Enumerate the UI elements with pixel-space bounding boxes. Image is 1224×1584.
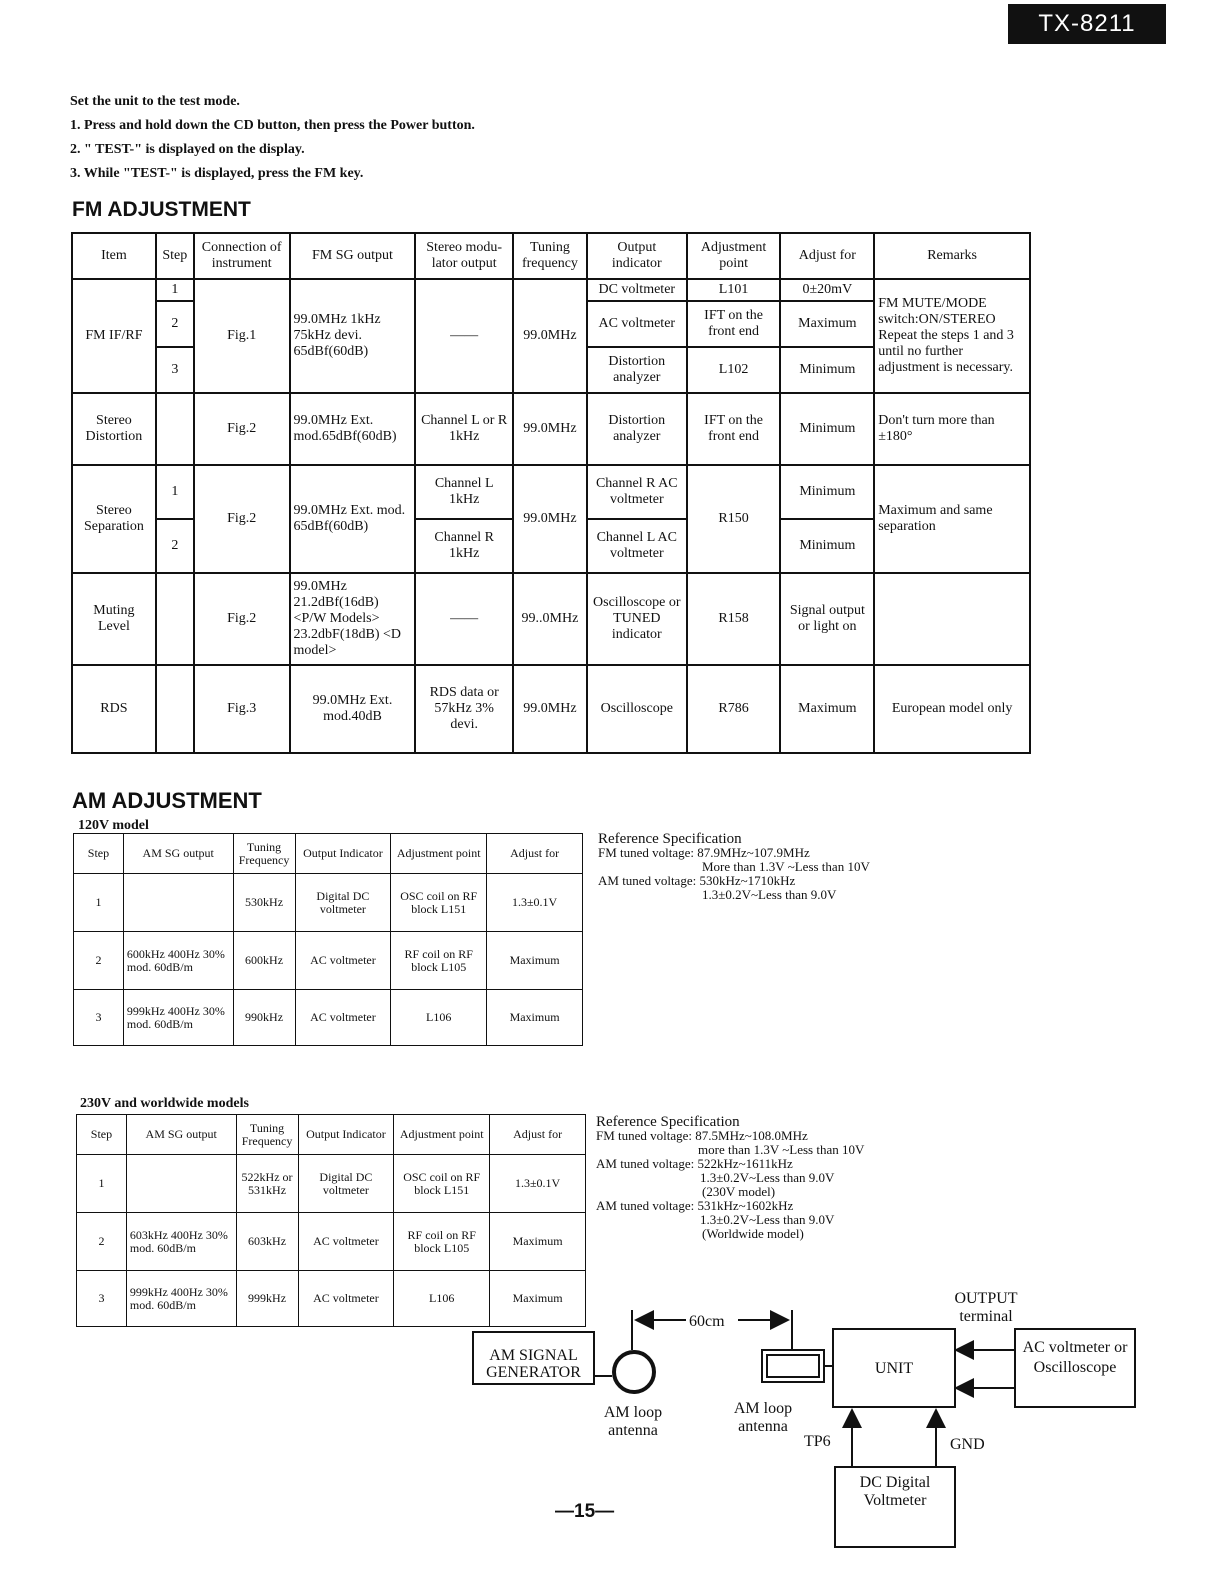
fm-separation-remarks: Maximum and same separation — [874, 465, 1030, 573]
fm-rds-tuning: 99.0MHz — [513, 665, 587, 753]
fm-separation-step: 1 — [156, 465, 194, 519]
fm-muting-point: R158 — [687, 573, 781, 665]
fm-ifrf-point: IFT on the front end — [687, 301, 781, 347]
am-step: 3 — [77, 1271, 127, 1327]
fm-ifrf-item: FM IF/RF — [72, 279, 156, 393]
ref-line: 1.3±0.2V~Less than 9.0V — [700, 1212, 835, 1227]
dc-voltmeter-box: DC Digital Voltmeter — [834, 1466, 956, 1548]
instruction-intro: Set the unit to the test mode. — [70, 94, 240, 109]
tp6-label: TP6 — [804, 1433, 831, 1450]
fm-muting-sg: 99.0MHz 21.2dBf(16dB) <P/W Models> 23.2dbF(18dB) <D model> — [290, 573, 416, 665]
fm-distortion-connection: Fig.2 — [194, 393, 290, 465]
page-number: —15— — [555, 1501, 615, 1522]
am-tuning: 999kHz — [236, 1271, 298, 1327]
instruction-step-3: 3. While "TEST-" is displayed, press the FM key. — [70, 166, 364, 181]
fm-ifrf-modulator: —— — [415, 279, 513, 393]
fm-rds-sg: 99.0MHz Ext. mod.40dB — [290, 665, 416, 753]
fm-ifrf-step: 3 — [156, 347, 194, 393]
fm-col-item: Item — [72, 233, 156, 279]
am-point: L106 — [394, 1271, 490, 1327]
am-step: 1 — [77, 1155, 127, 1213]
fm-ifrf-tuning: 99.0MHz — [513, 279, 587, 393]
ref-line: 1.3±0.2V~Less than 9.0V — [702, 887, 837, 902]
fm-ifrf-remarks: FM MUTE/MODE switch:ON/STEREO Repeat the steps 1 and 3 until no further adjustment is necessary. — [874, 279, 1030, 393]
fm-col-connection: Connection of instrument — [194, 233, 290, 279]
am-sg: 603kHz 400Hz 30% mod. 60dB/m — [126, 1213, 236, 1271]
am-output: AC voltmeter — [295, 932, 391, 990]
fm-rds-point: R786 — [687, 665, 781, 753]
am-step: 2 — [77, 1213, 127, 1271]
am-point: RF coil on RF block L105 — [391, 932, 487, 990]
fm-distortion-sg: 99.0MHz Ext. mod.65dBf(60dB) — [290, 393, 416, 465]
am-adjust: 1.3±0.1V — [487, 874, 583, 932]
fm-muting-output: Oscilloscope or TUNED indicator — [587, 573, 687, 665]
am-signal-generator-box: AM SIGNAL GENERATOR — [472, 1331, 595, 1385]
am-tuning: 600kHz — [233, 932, 295, 990]
fm-rds-output: Oscilloscope — [587, 665, 687, 753]
am-col-sg: AM SG output — [123, 834, 233, 874]
am-230v-label: 230V and worldwide models — [80, 1096, 249, 1111]
am-col-output: Output Indicator — [298, 1115, 394, 1155]
am-120v-label: 120V model — [78, 818, 149, 833]
fm-separation-output: Channel L AC voltmeter — [587, 519, 687, 573]
fm-ifrf-sg: 99.0MHz 1kHz 75kHz devi. 65dBf(60dB) — [290, 279, 416, 393]
fm-separation-adjust: Minimum — [780, 519, 874, 573]
fm-distortion-modulator: Channel L or R 1kHz — [415, 393, 513, 465]
am-col-sg: AM SG output — [126, 1115, 236, 1155]
am-point: OSC coil on RF block L151 — [394, 1155, 490, 1213]
am-heading: AM ADJUSTMENT — [72, 788, 262, 813]
fm-heading: FM ADJUSTMENT — [72, 198, 251, 221]
fm-distortion-output: Distortion analyzer — [587, 393, 687, 465]
am-tuning: 603kHz — [236, 1213, 298, 1271]
ref-line: AM tuned voltage: 522kHz~1611kHz — [596, 1156, 793, 1171]
am-point: L106 — [391, 990, 487, 1046]
am-tuning: 522kHz or 531kHz — [236, 1155, 298, 1213]
fm-col-remarks: Remarks — [874, 233, 1030, 279]
fm-ifrf-output: AC voltmeter — [587, 301, 687, 347]
fm-ifrf-output: Distortion analyzer — [587, 347, 687, 393]
fm-separation-modulator: Channel L 1kHz — [415, 465, 513, 519]
am-point: OSC coil on RF block L151 — [391, 874, 487, 932]
fm-rds-connection: Fig.3 — [194, 665, 290, 753]
fm-distortion-item: Stereo Distortion — [72, 393, 156, 465]
fm-separation-step: 2 — [156, 519, 194, 573]
am-output: AC voltmeter — [298, 1271, 394, 1327]
instruction-step-2: 2. " TEST-" is displayed on the display. — [70, 142, 305, 157]
am-step: 2 — [74, 932, 124, 990]
am-col-adjust: Adjust for — [490, 1115, 586, 1155]
fm-rds-adjust: Maximum — [780, 665, 874, 753]
fm-separation-adjust: Minimum — [780, 465, 874, 519]
fm-separation-point: R150 — [687, 465, 781, 573]
am-point: RF coil on RF block L105 — [394, 1213, 490, 1271]
fm-muting-tuning: 99..0MHz — [513, 573, 587, 665]
am-sg: 999kHz 400Hz 30% mod. 60dB/m — [123, 990, 233, 1046]
unit-loop-antenna-label: AM loop antenna — [733, 1400, 793, 1435]
fm-muting-modulator: —— — [415, 573, 513, 665]
fm-ifrf-step: 1 — [156, 279, 194, 301]
ref-line: 1.3±0.2V~Less than 9.0V — [700, 1170, 835, 1185]
fm-col-step: Step — [156, 233, 194, 279]
am-step: 1 — [74, 874, 124, 932]
ref-line: More than 1.3V ~Less than 10V — [702, 859, 870, 874]
fm-rds-modulator: RDS data or 57kHz 3% devi. — [415, 665, 513, 753]
fm-distortion-point: IFT on the front end — [687, 393, 781, 465]
am-loop-antenna-label: AM loop antenna — [603, 1404, 663, 1439]
am-output: AC voltmeter — [298, 1213, 394, 1271]
am-sg: 999kHz 400Hz 30% mod. 60dB/m — [126, 1271, 236, 1327]
am-tuning: 530kHz — [233, 874, 295, 932]
ref-line: (230V model) — [702, 1184, 776, 1199]
fm-distortion-adjust: Minimum — [780, 393, 874, 465]
am-col-tuning: Tuning Frequency — [236, 1115, 298, 1155]
ref-line: (Worldwide model) — [702, 1226, 804, 1241]
gnd-label: GND — [950, 1436, 985, 1453]
fm-col-output: Output indicator — [587, 233, 687, 279]
fm-separation-modulator: Channel R 1kHz — [415, 519, 513, 573]
fm-col-sg-output: FM SG output — [290, 233, 416, 279]
fm-distortion-remarks: Don't turn more than ±180° — [874, 393, 1030, 465]
fm-separation-connection: Fig.2 — [194, 465, 290, 573]
fm-ifrf-point: L101 — [687, 279, 781, 301]
instruction-step-1: 1. Press and hold down the CD button, then press the Power button. — [70, 118, 475, 133]
fm-separation-item: Stereo Separation — [72, 465, 156, 573]
fm-ifrf-output: DC voltmeter — [587, 279, 687, 301]
am-output: AC voltmeter — [295, 990, 391, 1046]
model-number: TX-8211 — [1008, 4, 1166, 44]
am-col-output: Output Indicator — [295, 834, 391, 874]
am-col-adjust: Adjust for — [487, 834, 583, 874]
ref-line: AM tuned voltage: 531kHz~1602kHz — [596, 1198, 794, 1213]
am-col-point: Adjustment point — [394, 1115, 490, 1155]
fm-col-modulator: Stereo modu- lator output — [415, 233, 513, 279]
fm-separation-sg: 99.0MHz Ext. mod. 65dBf(60dB) — [290, 465, 416, 573]
am-adjust: 1.3±0.1V — [490, 1155, 586, 1213]
fm-ifrf-adjust: Minimum — [780, 347, 874, 393]
unit-box: UNIT — [832, 1328, 956, 1408]
am-col-tuning: Tuning Frequency — [233, 834, 295, 874]
fm-col-point: Adjustment point — [687, 233, 781, 279]
ref-line: AM tuned voltage: 530kHz~1710kHz — [598, 873, 796, 888]
am-sg: 600kHz 400Hz 30% mod. 60dB/m — [123, 932, 233, 990]
am-col-step: Step — [77, 1115, 127, 1155]
am-tuning: 990kHz — [233, 990, 295, 1046]
am-col-step: Step — [74, 834, 124, 874]
fm-separation-output: Channel R AC voltmeter — [587, 465, 687, 519]
fm-ifrf-point: L102 — [687, 347, 781, 393]
am-adjust: Maximum — [487, 932, 583, 990]
fm-col-tuning: Tuning frequency — [513, 233, 587, 279]
am-adjust: Maximum — [490, 1271, 586, 1327]
ref-line: FM tuned voltage: 87.9MHz~107.9MHz — [598, 845, 810, 860]
distance-label: 60cm — [686, 1313, 728, 1331]
fm-muting-connection: Fig.2 — [194, 573, 290, 665]
fm-muting-item: Muting Level — [72, 573, 156, 665]
fm-distortion-tuning: 99.0MHz — [513, 393, 587, 465]
am-output: Digital DC voltmeter — [295, 874, 391, 932]
am-adjust: Maximum — [490, 1213, 586, 1271]
am-adjust: Maximum — [487, 990, 583, 1046]
ref-title: Reference Specification — [596, 1114, 740, 1130]
output-terminal-label: OUTPUT terminal — [954, 1290, 1018, 1325]
am-loop-antenna-icon — [614, 1352, 654, 1392]
fm-ifrf-adjust: 0±20mV — [780, 279, 874, 301]
fm-ifrf-connection: Fig.1 — [194, 279, 290, 393]
am-col-point: Adjustment point — [391, 834, 487, 874]
fm-separation-tuning: 99.0MHz — [513, 465, 587, 573]
am-step: 3 — [74, 990, 124, 1046]
ac-voltmeter-box: AC voltmeter or Oscilloscope — [1014, 1328, 1136, 1408]
fm-ifrf-step: 2 — [156, 301, 194, 347]
fm-rds-remarks: European model only — [874, 665, 1030, 753]
am-output: Digital DC voltmeter — [298, 1155, 394, 1213]
fm-muting-adjust: Signal output or light on — [780, 573, 874, 665]
fm-rds-item: RDS — [72, 665, 156, 753]
ref-line: more than 1.3V ~Less than 10V — [698, 1142, 865, 1157]
fm-col-adjust: Adjust for — [780, 233, 874, 279]
fm-ifrf-adjust: Maximum — [780, 301, 874, 347]
ref-title: Reference Specification — [598, 831, 742, 847]
ref-line: FM tuned voltage: 87.5MHz~108.0MHz — [596, 1128, 808, 1143]
